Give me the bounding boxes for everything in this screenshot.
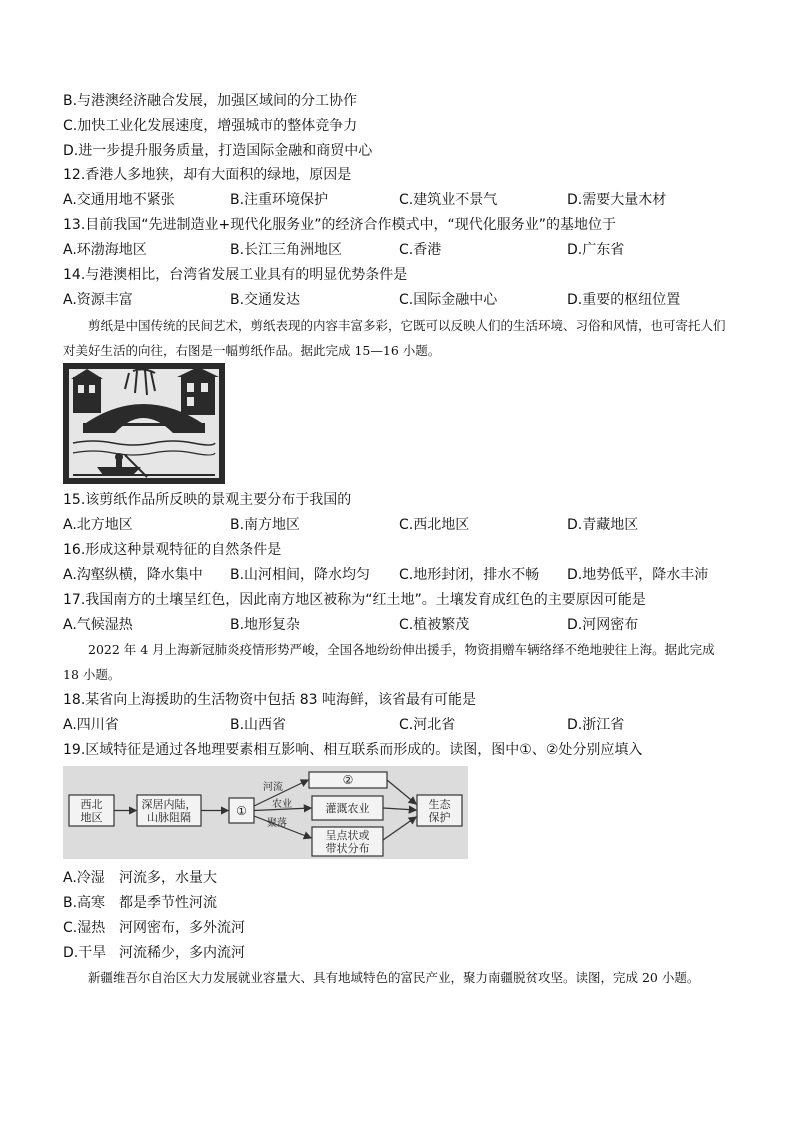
edge-label-river: 河流 bbox=[263, 782, 283, 793]
q19-option-a-key: A.冷湿 bbox=[63, 870, 105, 886]
intro-18: 2022 年 4 月上海新冠肺炎疫情形势严峻，全国各地纷纷伸出援手，物资捐赠车辆络绎不绝地驶往上海。据此完成 18 小题。 bbox=[63, 642, 715, 682]
region-flow-diagram bbox=[63, 766, 468, 859]
node-inland-label-2: 山脉阻隔 bbox=[147, 811, 191, 824]
q15-option-c: C.西北地区 bbox=[399, 517, 470, 533]
q19-option-b-text: 都是季节性河流 bbox=[119, 895, 217, 911]
node-northwest-label-1: 西北 bbox=[80, 798, 103, 811]
edge-label-settlement: 聚落 bbox=[267, 818, 287, 829]
q13-option-b: B.长江三角洲地区 bbox=[230, 242, 343, 258]
q14-option-b: B.交通发达 bbox=[230, 292, 301, 308]
q16-options bbox=[63, 566, 763, 584]
q15-option-d: D.青藏地区 bbox=[567, 517, 639, 533]
intro-15-16: 剪纸是中国传统的民间艺术，剪纸表现的内容丰富多彩，它既可以反映人们的生活环境、习俗和风情，也可寄托人们对美好生活的向往，右图是一幅剪纸作品。据此完成 15—16 小题。 bbox=[63, 318, 726, 358]
q14-option-d: D.重要的枢纽位置 bbox=[567, 292, 681, 308]
q12-option-a: A.交通用地不紧张 bbox=[63, 192, 175, 208]
q16-option-a: A.沟壑纵横，降水集中 bbox=[63, 567, 203, 583]
q16-stem: 16.形成这种景观特征的自然条件是 bbox=[63, 542, 282, 558]
q13-option-c: C.香港 bbox=[399, 242, 442, 258]
q19-option-a-text: 河流多，水量大 bbox=[119, 870, 217, 886]
q17-options bbox=[63, 616, 763, 634]
q14-stem: 14.与港澳相比，台湾省发展工业具有的明显优势条件是 bbox=[63, 267, 408, 283]
q15-option-b: B.南方地区 bbox=[230, 517, 301, 533]
q19-option-c-key: C.湿热 bbox=[63, 920, 106, 936]
q18-option-d: D.浙江省 bbox=[567, 717, 625, 733]
q18-option-c: C.河北省 bbox=[399, 717, 456, 733]
q19-option-c-text: 河网密布，多外流河 bbox=[119, 920, 245, 936]
q13-option-d: D.广东省 bbox=[567, 242, 625, 258]
q19-option-b-key: B.高寒 bbox=[63, 895, 106, 911]
q19-option-d-key: D.干旱 bbox=[63, 945, 107, 961]
intro-20: 新疆维吾尔自治区大力发展就业容量大、具有地域特色的富民产业，聚力南疆脱贫攻坚。读图，完成 20 小题。 bbox=[88, 970, 700, 985]
q17-stem: 17.我国南方的土壤呈红色，因此南方地区被称为“红土地”。土壤发育成红色的主要原因可能是 bbox=[63, 592, 646, 608]
q15-option-a: A.北方地区 bbox=[63, 517, 133, 533]
q17-option-b: B.地形复杂 bbox=[230, 617, 301, 633]
q16-option-d: D.地势低平，降水丰沛 bbox=[567, 567, 709, 583]
node-settlement-label-2: 带状分布 bbox=[325, 842, 370, 855]
q12-option-c: C.建筑业不景气 bbox=[399, 192, 498, 208]
q13-stem: 13.目前我国“先进制造业+现代化服务业”的经济合作模式中，“现代化服务业”的基地位于 bbox=[63, 217, 617, 233]
q19-option-b bbox=[63, 894, 217, 912]
q18-option-a: A.四川省 bbox=[63, 717, 119, 733]
node-inland-label-1: 深居内陆， bbox=[141, 798, 197, 811]
q18-options bbox=[63, 716, 763, 734]
q15-stem: 15.该剪纸作品所反映的景观主要分布于我国的 bbox=[63, 492, 352, 508]
node-eco-label-1: 生态 bbox=[428, 798, 451, 811]
q16-option-b: B.山河相间，降水均匀 bbox=[230, 567, 371, 583]
q16-option-c: C.地形封闭，排水不畅 bbox=[399, 567, 540, 583]
q19-option-a bbox=[63, 869, 217, 887]
q17-option-c: C.植被繁茂 bbox=[399, 617, 470, 633]
q11-option-c: C.加快工业化发展速度，增强城市的整体竞争力 bbox=[63, 118, 358, 134]
node-irrigation-label: 灌溉农业 bbox=[325, 802, 370, 815]
q19-option-d bbox=[63, 944, 245, 962]
q18-stem: 18.某省向上海援助的生活物资中包括 83 吨海鲜，该省最有可能是 bbox=[63, 692, 476, 708]
q17-option-a: A.气候湿热 bbox=[63, 617, 133, 633]
node-blank-1-label: ① bbox=[236, 804, 247, 818]
q19-stem: 19.区域特征是通过各地理要素相互影响、相互联系而形成的。读图，图中①、②处分别应填入 bbox=[63, 742, 643, 758]
edge-label-agriculture: 农业 bbox=[272, 799, 292, 810]
q12-stem: 12.香港人多地狭，却有大面积的绿地，原因是 bbox=[63, 167, 352, 183]
q18-option-b: B.山西省 bbox=[230, 717, 287, 733]
node-blank-2-label: ② bbox=[342, 773, 354, 787]
q19-option-c bbox=[63, 919, 245, 937]
q14-options bbox=[63, 291, 763, 309]
q19-option-d-text: 河流稀少，多内流河 bbox=[119, 945, 245, 961]
q12-option-d: D.需要大量木材 bbox=[567, 192, 667, 208]
q15-options bbox=[63, 516, 763, 534]
q11-option-d: D.进一步提升服务质量，打造国际金融和商贸中心 bbox=[63, 143, 373, 159]
paper-cut-image bbox=[63, 363, 225, 484]
q13-option-a: A.环渤海地区 bbox=[63, 242, 147, 258]
node-settlement-label-1: 呈点状或 bbox=[325, 829, 370, 842]
q12-options bbox=[63, 191, 763, 209]
node-eco-label-2: 保护 bbox=[428, 811, 451, 824]
q17-option-d: D.河网密布 bbox=[567, 617, 639, 633]
q13-options bbox=[63, 241, 763, 259]
q11-option-b: B.与港澳经济融合发展，加强区域间的分工协作 bbox=[63, 93, 358, 109]
q14-option-c: C.国际金融中心 bbox=[399, 292, 498, 308]
q12-option-b: B.注重环境保护 bbox=[230, 192, 329, 208]
node-northwest-label-2: 地区 bbox=[80, 811, 103, 824]
q14-option-a: A.资源丰富 bbox=[63, 292, 133, 308]
